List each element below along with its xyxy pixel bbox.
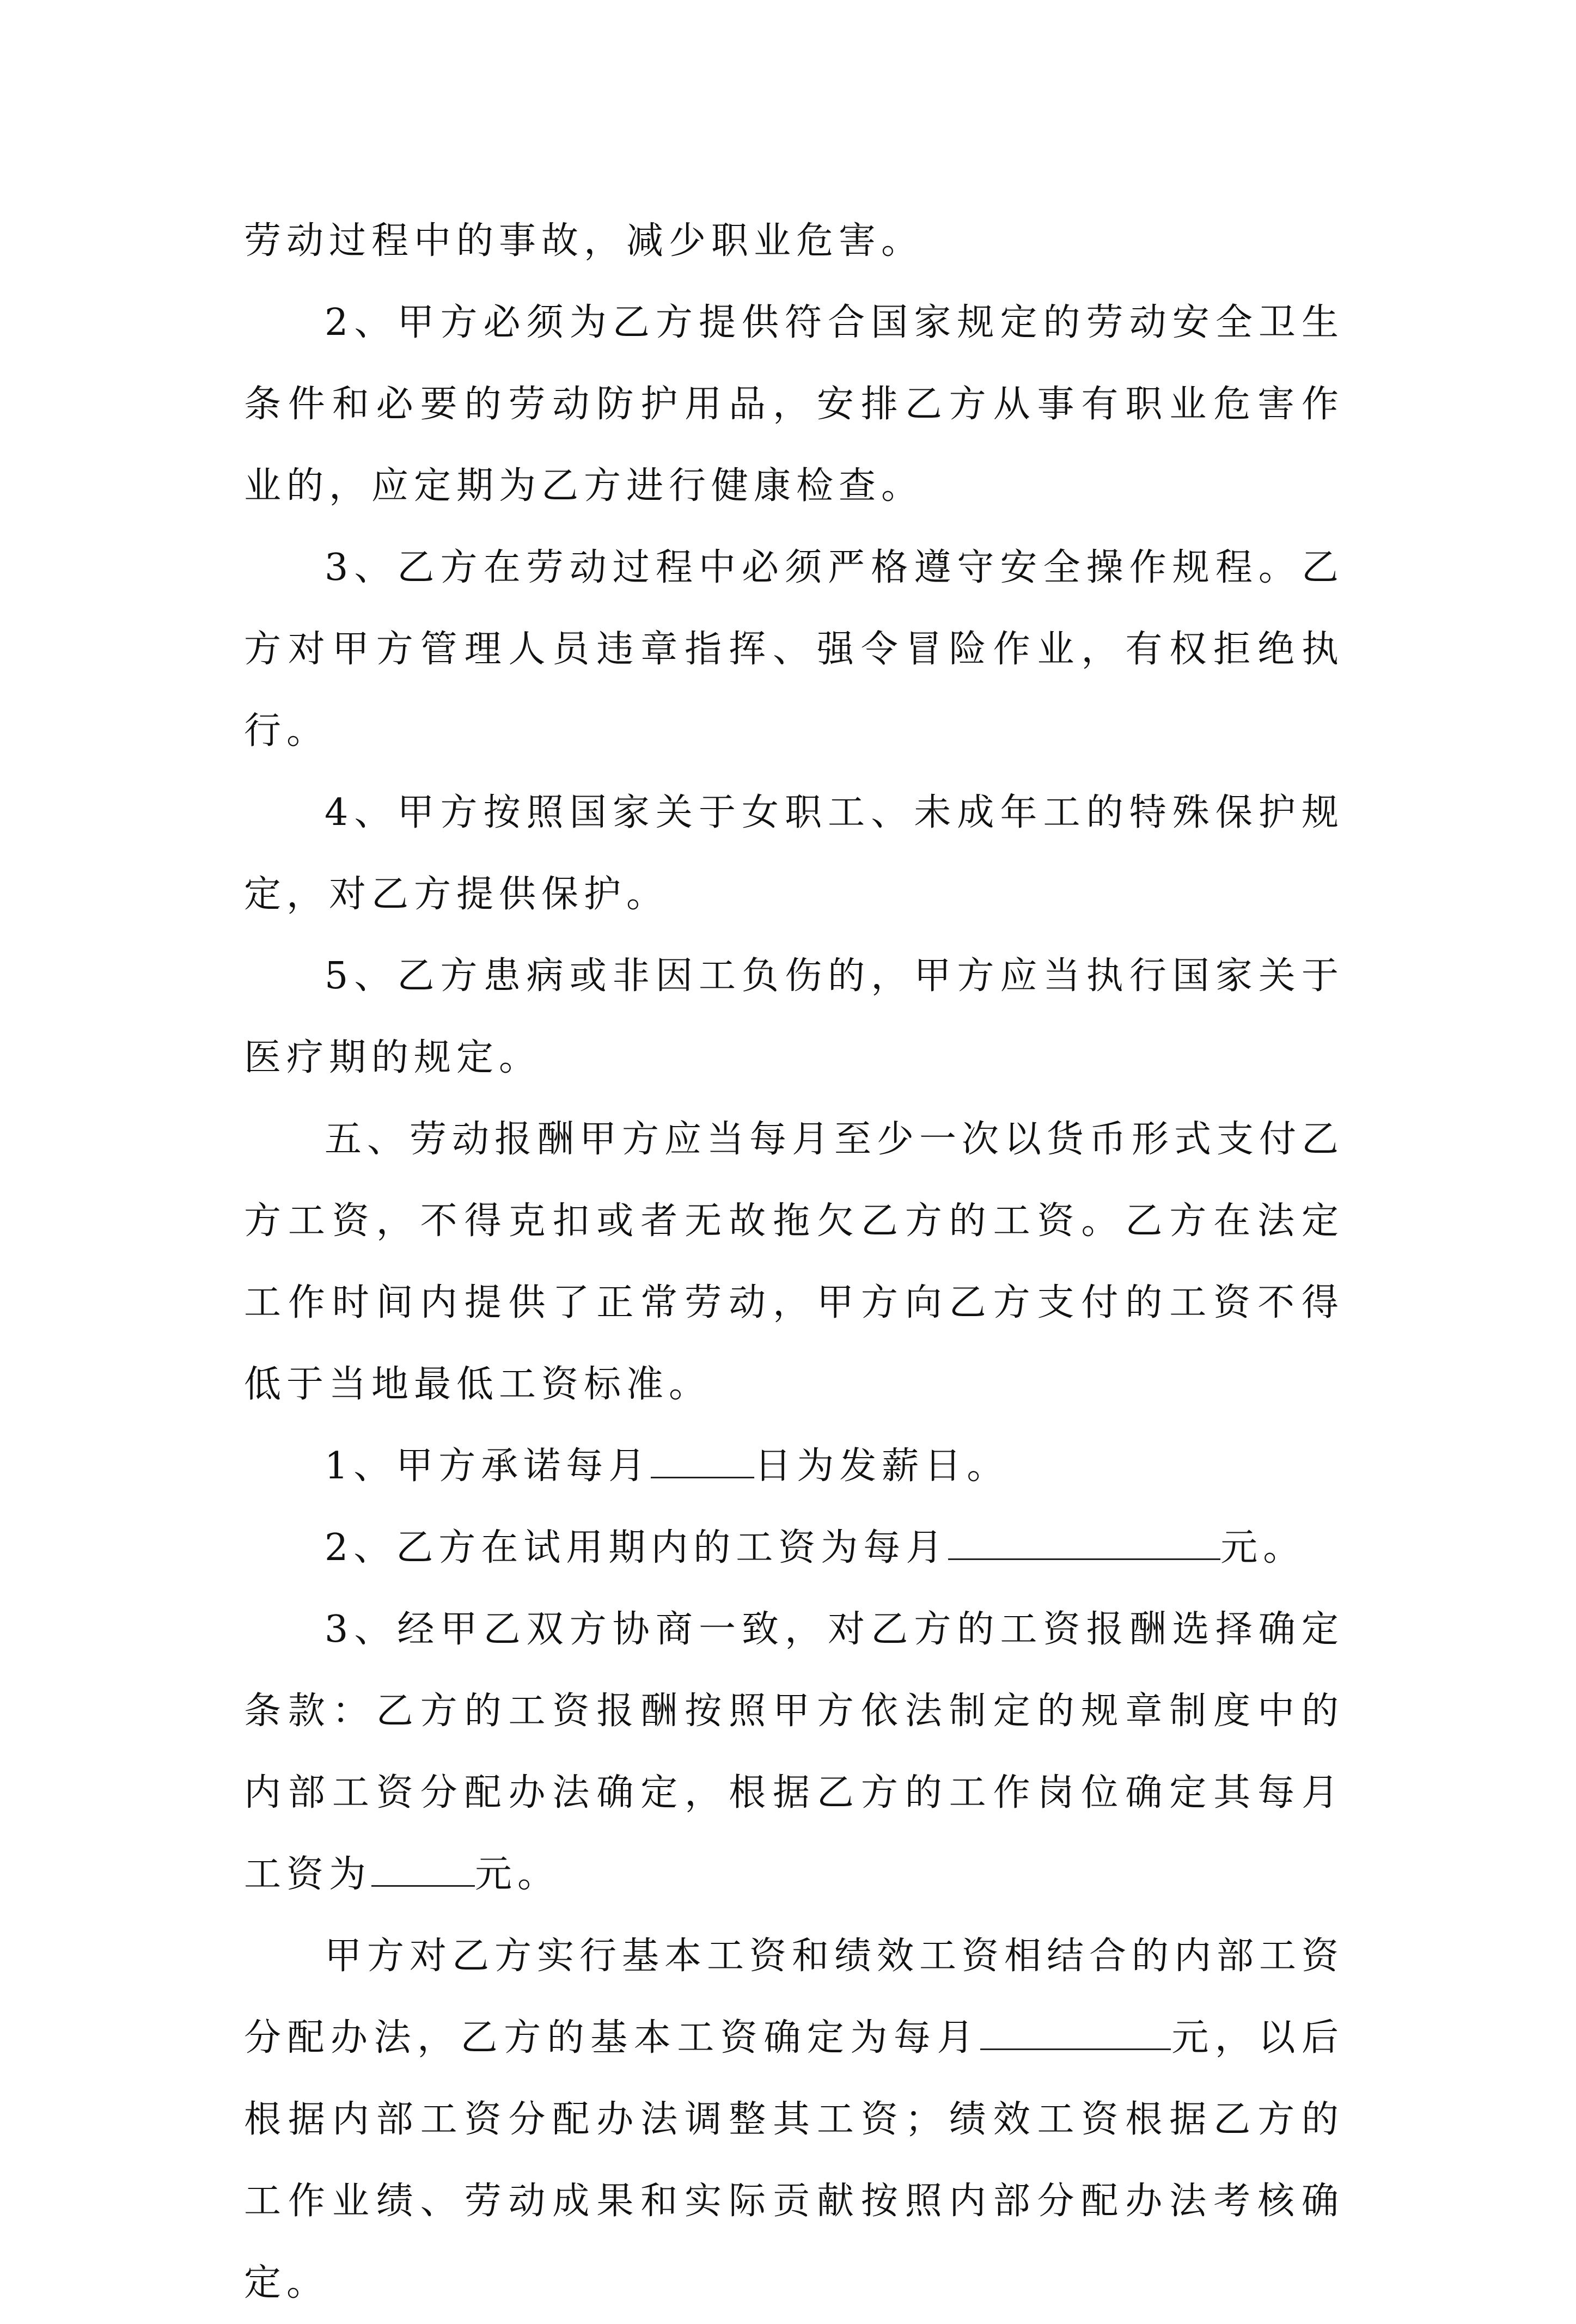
basic-wage-blank [980,2016,1171,2050]
wage-clause-text-before: 3、经甲乙双方协商一致，对乙方的工资报酬选择确定条款：乙方的工资报酬按照甲方依法制定的规章制度中的内部工资分配办法确定，根据乙方的工作岗位确定其每月工资为 [244,1608,1344,1896]
paragraph-clause-2: 2、甲方必须为乙方提供符合国家规定的劳动安全卫生条件和必要的劳动防护用品，安排乙方从事有职业危害作业的，应定期为乙方进行健康检查。 [244,301,1344,507]
paragraph-continuation: 劳动过程中的事故，减少职业危害。 [244,219,924,262]
pay-day-text-after: 日为发薪日。 [754,1445,1010,1488]
paragraph-basic-wage [244,1916,1344,2324]
basic-wage-text-before: 甲方对乙方实行基本工资和绩效工资相结合的内部工资分配办法，乙方的基本工资确定为每月 [244,1935,1345,2059]
paragraph-pay-day [244,1426,1344,1507]
paragraph-clause-5: 5、乙方患病或非因工负伤的，甲方应当执行国家关于医疗期的规定。 [244,955,1344,1079]
monthly-wage-blank [371,1852,475,1887]
basic-wage-text-after: 元，以后根据内部工资分配办法调整其工资；绩效工资根据乙方的工作业绩、劳动成果和实际贡献按照内部分配办法考核确定。 [244,2016,1344,2304]
probation-wage-blank [948,1526,1220,1560]
probation-text-before: 2、乙方在试用期内的工资为每月 [325,1526,949,1569]
document-body [244,200,1344,2324]
paragraph-clause-3: 3、乙方在劳动过程中必须严格遵守安全操作规程。乙方对甲方管理人员违章指挥、强令冒险作业，有权拒绝执行。 [244,546,1344,753]
pay-day-text-before: 1、甲方承诺每月 [325,1445,651,1488]
paragraph-clause-4: 4、甲方按照国家关于女职工、未成年工的特殊保护规定，对乙方提供保护。 [244,791,1344,916]
paragraph-section-five: 五、劳动报酬甲方应当每月至少一次以货币形式支付乙方工资，不得克扣或者无故拖欠乙方的工资。乙方在法定工作时间内提供了正常劳动，甲方向乙方支付的工资不得低于当地最低工资标准。 [244,1118,1345,1406]
paragraph-probation-wage [244,1507,1344,1589]
pay-day-blank [651,1444,754,1478]
wage-clause-text-after: 元。 [475,1853,560,1896]
probation-text-after: 元。 [1220,1526,1306,1569]
paragraph-wage-clause [244,1589,1344,1916]
